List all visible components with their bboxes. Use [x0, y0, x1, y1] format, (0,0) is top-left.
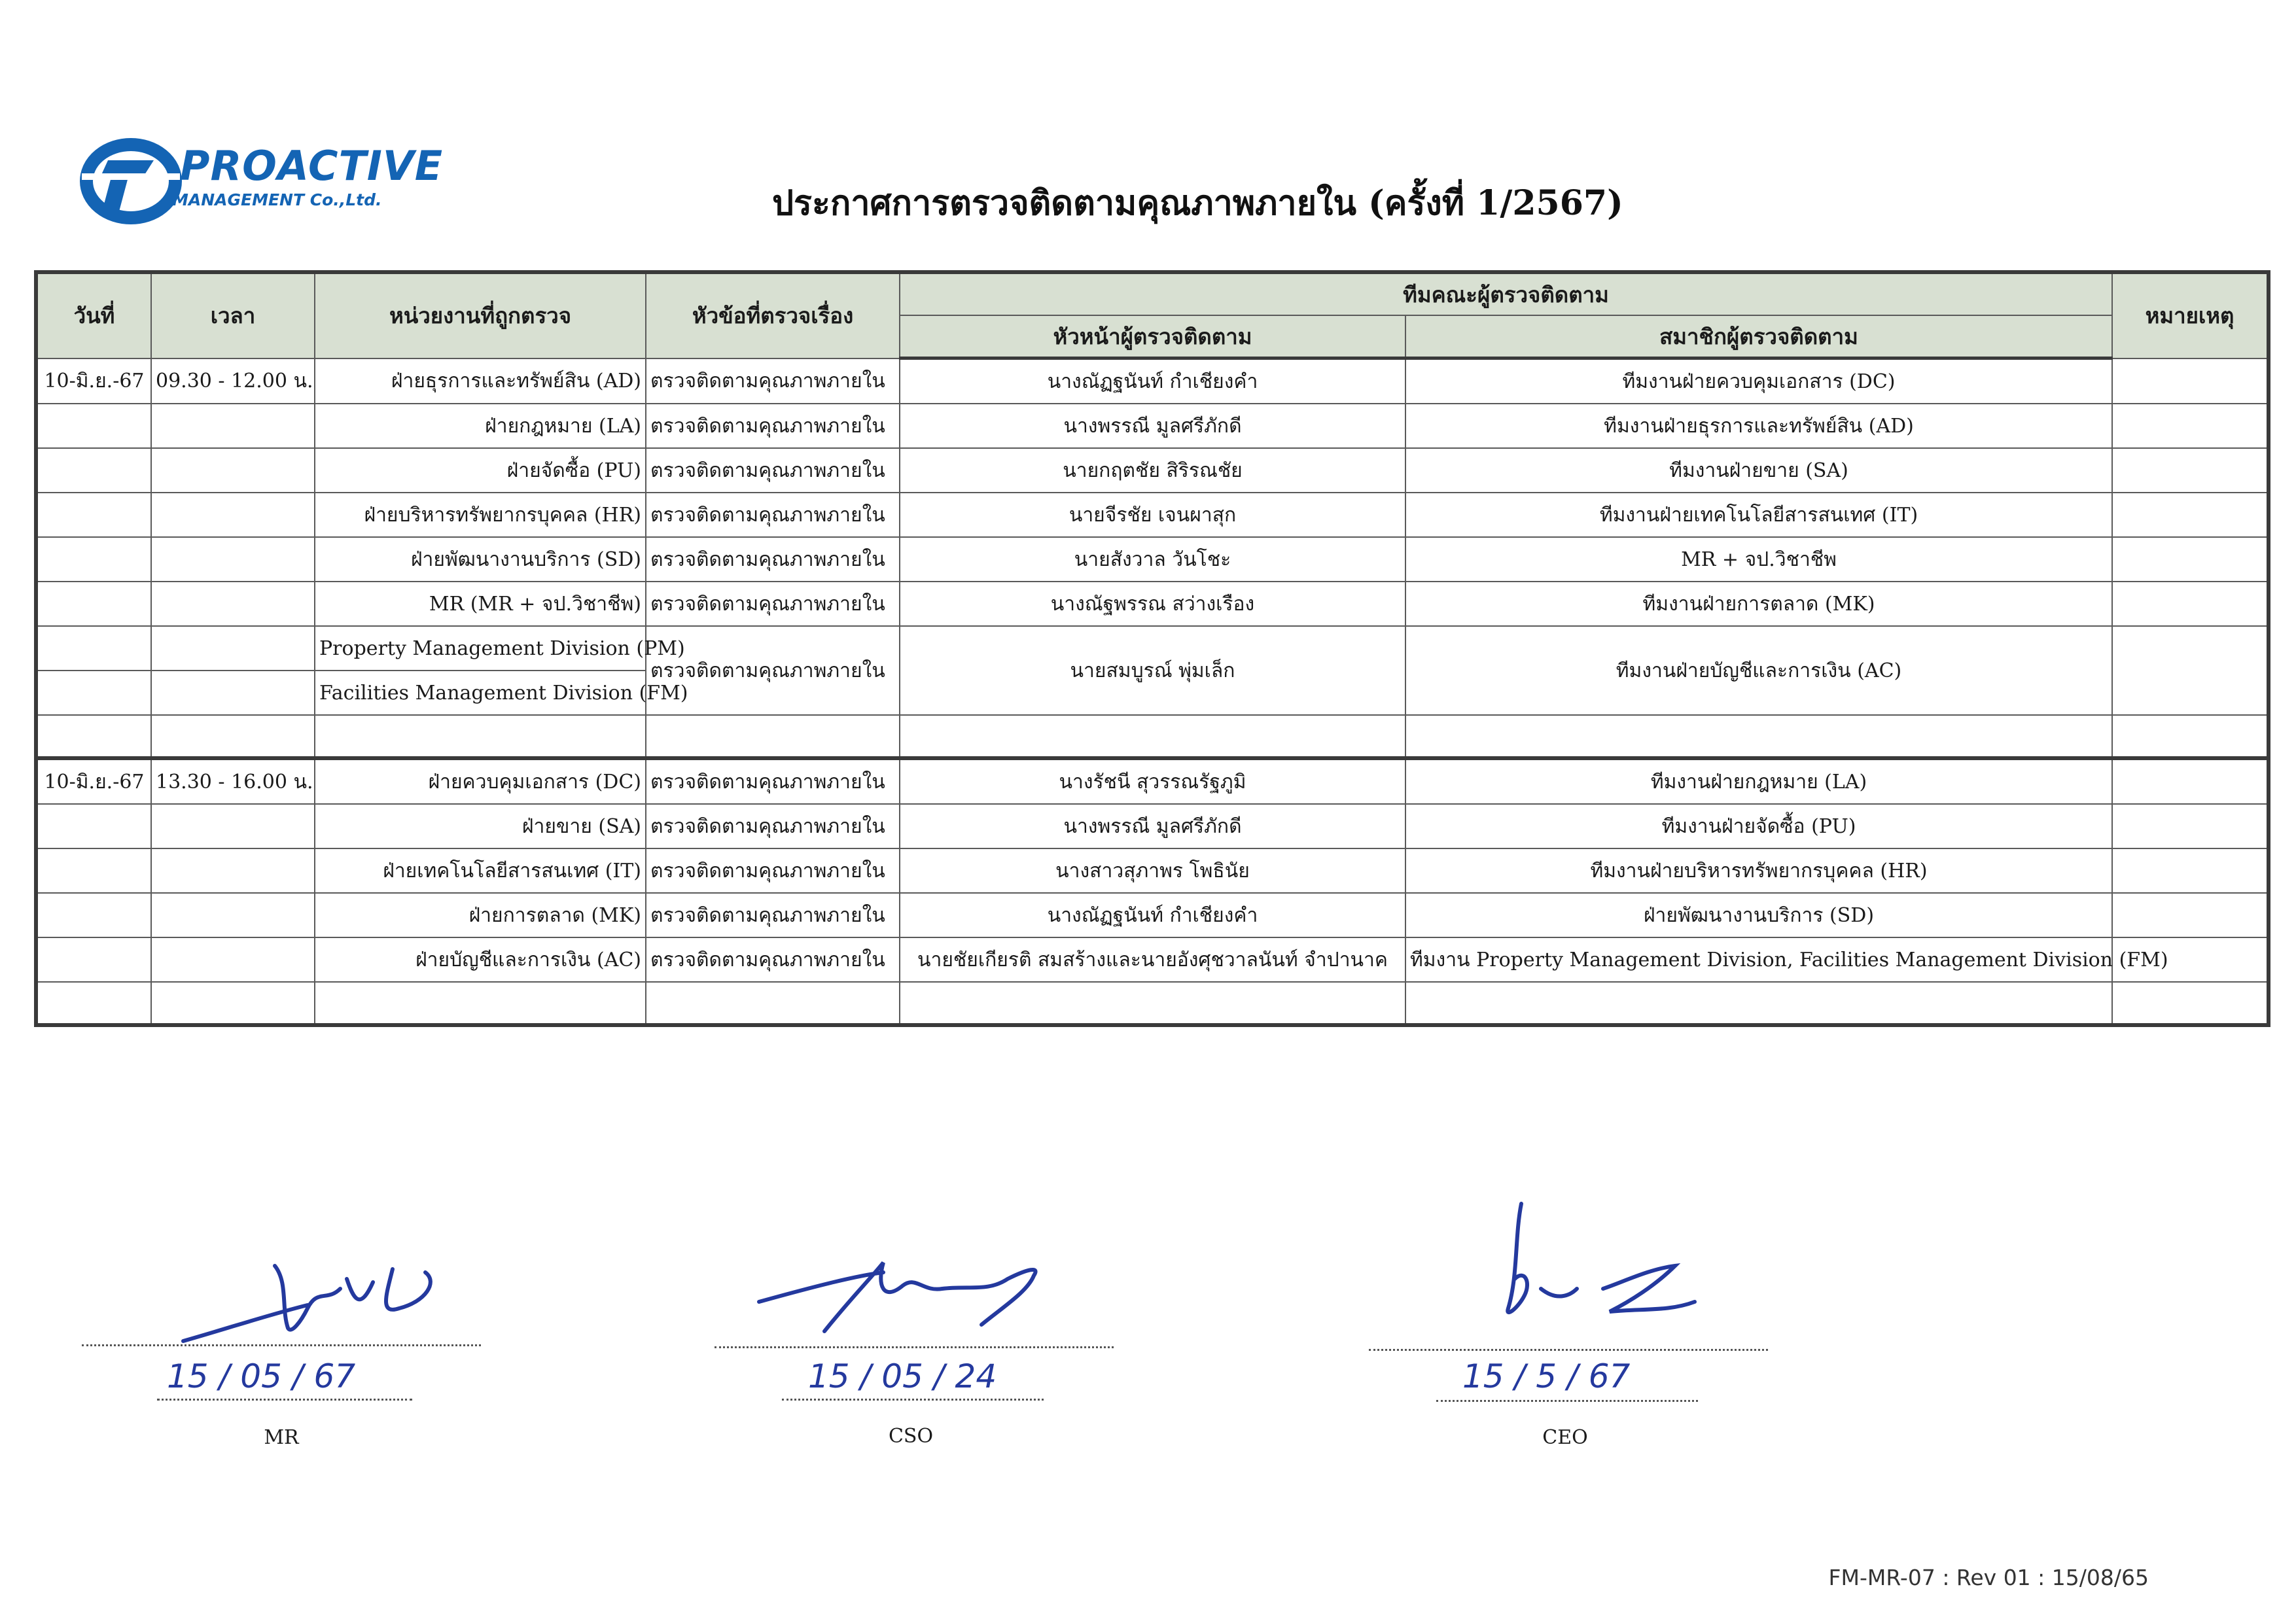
cell-lead: นางสาวสุภาพร โพธินัย: [900, 848, 1405, 893]
cell-unit: ฝ่ายธุรการและทรัพย์สิน (AD): [315, 358, 646, 404]
cell-lead: นางณัฐพรรณ สว่างเรือง: [900, 582, 1405, 626]
document-title: ประกาศการตรวจติดตามคุณภาพภายใน (ครั้งที่ 1/2567): [772, 183, 1623, 223]
cell-remark: [2112, 448, 2269, 493]
cell-time: [151, 537, 315, 582]
signature-cso-mark: [752, 1240, 1080, 1344]
header-date: วันที่: [36, 272, 151, 358]
cell-topic: ตรวจติดตามคุณภาพภายใน: [646, 804, 900, 848]
cell-topic: ตรวจติดตามคุณภาพภายใน: [646, 626, 900, 715]
cell-date: [36, 404, 151, 448]
signature-ceo-date: 15 / 5 / 67: [1462, 1357, 1631, 1395]
header-topic: หัวข้อที่ตรวจเรื่อง: [646, 272, 900, 358]
cell-time: [151, 448, 315, 493]
cell-topic: ตรวจติดตามคุณภาพภายใน: [646, 937, 900, 982]
cell-time: 13.30 - 16.00 น.: [151, 758, 315, 804]
table-row: [36, 537, 2269, 582]
cell-remark: [2112, 404, 2269, 448]
signature-ceo-mark: [1479, 1197, 1727, 1354]
cell-unit: ฝ่ายจัดซื้อ (PU): [315, 448, 646, 493]
signature-cso-role: CSO: [888, 1425, 934, 1448]
table-row: [36, 937, 2269, 982]
cell-unit: ฝ่ายพัฒนางานบริการ (SD): [315, 537, 646, 582]
cell-member: ทีมงานฝ่ายจัดซื้อ (PU): [1405, 804, 2112, 848]
header-team: ทีมคณะผู้ตรวจติดตาม: [900, 272, 2112, 315]
table-row: [36, 358, 2269, 404]
cell-remark: [2112, 537, 2269, 582]
cell-unit: ฝ่ายบริหารทรัพยากรบุคคล (HR): [315, 493, 646, 537]
signature-ceo-role: CEO: [1542, 1426, 1588, 1449]
cell-date: [36, 893, 151, 937]
cell-date: [36, 937, 151, 982]
cell-lead: นายจีรชัย เจนผาสุก: [900, 493, 1405, 537]
cell-date: [36, 848, 151, 893]
cell-lead: นายสมบูรณ์ พุ่มเล็ก: [900, 626, 1405, 715]
cell-unit: ฝ่ายกฎหมาย (LA): [315, 404, 646, 448]
cell-member: ทีมงานฝ่ายบริหารทรัพยากรบุคคล (HR): [1405, 848, 2112, 893]
cell-unit: ฝ่ายขาย (SA): [315, 804, 646, 848]
table-row-empty: [36, 982, 2269, 1025]
cell-date: 10-มิ.ย.-67: [36, 758, 151, 804]
table-row: [36, 404, 2269, 448]
table-row: [36, 893, 2269, 937]
cell-member: ทีมงานฝ่ายกฎหมาย (LA): [1405, 758, 2112, 804]
cell-date: [36, 537, 151, 582]
cell-date: [36, 582, 151, 626]
cell-member: ทีมงานฝ่ายควบคุมเอกสาร (DC): [1405, 358, 2112, 404]
cell-time: [151, 804, 315, 848]
cell-unit: Property Management Division (PM): [315, 626, 646, 671]
cell-time: 09.30 - 12.00 น.: [151, 358, 315, 404]
signature-mr-date: 15 / 05 / 67: [167, 1357, 356, 1395]
cell-lead: นายชัยเกียรติ สมสร้างและนายอังศุชวาลนันท์ จำปานาค: [900, 937, 1405, 982]
cell-time: [151, 626, 315, 671]
cell-topic: ตรวจติดตามคุณภาพภายใน: [646, 848, 900, 893]
cell-member: ทีมงานฝ่ายขาย (SA): [1405, 448, 2112, 493]
header-member: สมาชิกผู้ตรวจติดตาม: [1405, 315, 2112, 358]
cell-time: [151, 937, 315, 982]
header-lead: หัวหน้าผู้ตรวจติดตาม: [900, 315, 1405, 358]
cell-remark: [2112, 848, 2269, 893]
cell-remark: [2112, 582, 2269, 626]
cell-time: [151, 582, 315, 626]
cell-topic: ตรวจติดตามคุณภาพภายใน: [646, 358, 900, 404]
form-code: FM-MR-07 : Rev 01 : 15/08/65: [1828, 1565, 2149, 1590]
cell-member: ทีมงานฝ่ายบัญชีและการเงิน (AC): [1405, 626, 2112, 715]
table-row: [36, 758, 2269, 804]
cell-time: [151, 671, 315, 715]
cell-unit: ฝ่ายบัญชีและการเงิน (AC): [315, 937, 646, 982]
cell-topic: ตรวจติดตามคุณภาพภายใน: [646, 537, 900, 582]
cell-lead: นางพรรณี มูลศรีภักดี: [900, 804, 1405, 848]
signature-mark: [752, 1240, 1080, 1344]
header-time: เวลา: [151, 272, 315, 358]
table-row: [36, 848, 2269, 893]
cell-topic: ตรวจติดตามคุณภาพภายใน: [646, 493, 900, 537]
cell-unit: Facilities Management Division (FM): [315, 671, 646, 715]
cell-unit: MR (MR + จป.วิชาชีพ): [315, 582, 646, 626]
table-row-empty: [36, 715, 2269, 758]
table-row: [36, 582, 2269, 626]
cell-lead: นางณัฏฐนันท์ กำเชียงคำ: [900, 893, 1405, 937]
table-row: [36, 493, 2269, 537]
cell-time: [151, 404, 315, 448]
cell-lead: นายสังวาล วันโชะ: [900, 537, 1405, 582]
cell-unit: ฝ่ายเทคโนโลยีสารสนเทศ (IT): [315, 848, 646, 893]
cell-remark: [2112, 893, 2269, 937]
cell-member: ทีมงานฝ่ายการตลาด (MK): [1405, 582, 2112, 626]
cell-lead: นายกฤตชัย สิริรณชัย: [900, 448, 1405, 493]
company-name: PROACTIVE: [180, 142, 444, 190]
cell-topic: ตรวจติดตามคุณภาพภายใน: [646, 404, 900, 448]
table-row: [36, 448, 2269, 493]
cell-member: ฝ่ายพัฒนางานบริการ (SD): [1405, 893, 2112, 937]
cell-date: [36, 493, 151, 537]
cell-member: MR + จป.วิชาชีพ: [1405, 537, 2112, 582]
cell-member: ทีมงานฝ่ายเทคโนโลยีสารสนเทศ (IT): [1405, 493, 2112, 537]
header-remark: หมายเหตุ: [2112, 272, 2269, 358]
cell-date: [36, 626, 151, 671]
table-row: [36, 626, 2269, 671]
cell-topic: ตรวจติดตามคุณภาพภายใน: [646, 448, 900, 493]
cell-date: 10-มิ.ย.-67: [36, 358, 151, 404]
cell-unit: ฝ่ายควบคุมเอกสาร (DC): [315, 758, 646, 804]
signature-mark: [1479, 1197, 1727, 1354]
header-unit: หน่วยงานที่ถูกตรวจ: [315, 272, 646, 358]
audit-schedule-table: [34, 270, 2270, 1027]
signature-mr-role: MR: [264, 1426, 299, 1449]
cell-remark: [2112, 804, 2269, 848]
cell-remark: [2112, 758, 2269, 804]
cell-topic: ตรวจติดตามคุณภาพภายใน: [646, 758, 900, 804]
cell-date: [36, 804, 151, 848]
signature-cso-date: 15 / 05 / 24: [808, 1357, 997, 1395]
cell-member: ทีมงานฝ่ายธุรการและทรัพย์สิน (AD): [1405, 404, 2112, 448]
cell-unit: ฝ่ายการตลาด (MK): [315, 893, 646, 937]
cell-date: [36, 448, 151, 493]
cell-time: [151, 893, 315, 937]
cell-remark: [2112, 493, 2269, 537]
cell-time: [151, 493, 315, 537]
cell-lead: นางรัชนี สุวรรณรัฐภูมิ: [900, 758, 1405, 804]
company-subname: MANAGEMENT Co.,Ltd.: [172, 190, 382, 209]
company-logo: [82, 134, 444, 226]
signature-mr-mark: [177, 1243, 478, 1354]
cell-time: [151, 848, 315, 893]
cell-lead: นางพรรณี มูลศรีภักดี: [900, 404, 1405, 448]
cell-member: ทีมงาน Property Management Division, Facilities Management Division (FM): [1405, 937, 2112, 982]
cell-date: [36, 671, 151, 715]
cell-remark: [2112, 626, 2269, 715]
cell-topic: ตรวจติดตามคุณภาพภายใน: [646, 893, 900, 937]
logo-emblem-icon: [82, 134, 180, 226]
table-row: [36, 804, 2269, 848]
cell-topic: ตรวจติดตามคุณภาพภายใน: [646, 582, 900, 626]
signature-mark: [177, 1243, 478, 1354]
cell-lead: นางณัฏฐนันท์ กำเชียงคำ: [900, 358, 1405, 404]
cell-remark: [2112, 358, 2269, 404]
